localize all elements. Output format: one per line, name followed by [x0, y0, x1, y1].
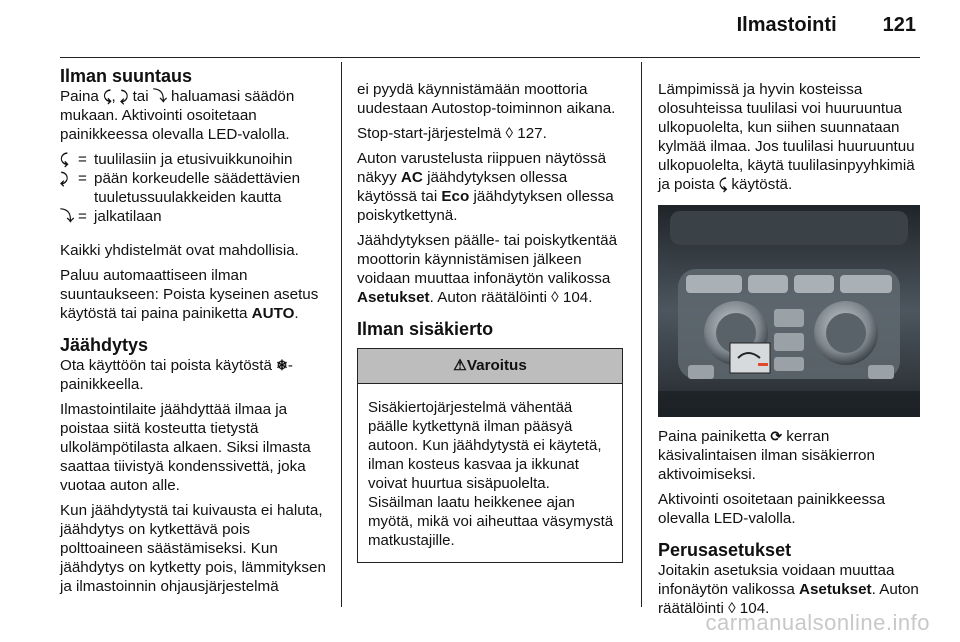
warning-text: Sisäkiertojärjestelmä vähentää päälle kytkettynä ilman pääsyä autoon. Kun jäähdytystä ei käytetä, ilman kosteus kasvaa ja ikkunat voivat huurtua sisäpuolelta. Sisäilman laatu heikkenee ajan myötä, mikä voi aiheuttaa väsymystä matkustajille. [368, 399, 614, 549]
recirculation-icon: ⟳ [770, 428, 783, 444]
heading-basic-settings: Perusasetukset [658, 540, 792, 560]
paragraph: ei pyydä käynnistämään moottoria uudestaan Autostop-toiminnon aikana. [357, 81, 616, 117]
definition-list: ⤹ = tuulilasiin ja etusivuikkunoihin ⤸ = pään korkeudelle säädettävien tuuletussuulakkeiden kautta ⤵ = jalkatilaan [60, 151, 301, 225]
windscreen-air-icon: ⤹ [60, 151, 69, 167]
page-title: Ilmastointi [736, 14, 837, 36]
head-vent-icon: ⤸ [60, 170, 69, 186]
paragraph: Ota käyttöön tai poista käytöstä ❄-painikkeella. [60, 357, 293, 393]
page-number: 121 [882, 14, 916, 36]
column-divider [641, 62, 642, 607]
paragraph: Paluu automaattiseen ilman suuntaukseen: Poista kyseinen asetus käytöstä tai paina painiketta AUTO. [60, 267, 319, 322]
windscreen-air-icon: ⤹ [103, 88, 112, 104]
heading-cooling: Jäähdytys [60, 335, 149, 355]
warning-box [357, 348, 623, 563]
heading-recirculation: Ilman sisäkierto [357, 319, 494, 339]
header-rule [60, 57, 920, 58]
column-divider [341, 62, 342, 607]
paragraph: Kaikki yhdistelmät ovat mahdollisia. [60, 242, 299, 259]
head-vent-icon: ⤸ [119, 88, 129, 104]
climate-panel-photo [658, 205, 920, 417]
paragraph: Kun jäähdytystä tai kuivausta ei haluta, jäähdytys on kytkettävä pois polttoaineen säästämiseksi. Kun jäähdytys on kytketty pois, lämmityksen ja ilmastoinnin ohjausjärjestelmä [60, 502, 326, 595]
column-3 [658, 80, 928, 624]
paragraph: Aktivointi osoitetaan painikkeessa olevalla LED-valolla. [658, 491, 886, 527]
column-1 [60, 66, 332, 602]
footwell-icon: ⤵ [152, 88, 167, 104]
paragraph: Jäähdytyksen päälle- tai poiskytkentää moottorin käynnistämisen jälkeen voidaan muuttaa infonäytön valikossa Asetukset. Auton räätälöinti ◊ 104. [357, 232, 618, 306]
paragraph: Paina painiketta ⟳ kerran käsivalintaisen ilman sisäkierron aktivoimiseksi. [658, 428, 875, 483]
snowflake-icon: ❄ [276, 357, 288, 373]
paragraph: Ilmastointilaite jäähdyttää ilmaa ja poistaa siitä kosteutta tietystä ulkolämpötilasta alkaen. Siksi ilmasta saattaa tiivistyä kondenssivettä, joka vuotaa auton alle. [60, 401, 311, 494]
paragraph: Paina ⤹, ⤸ tai ⤵ haluamasi säädön mukaan. Aktivointi osoitetaan painikkeessa olevalla LED-valolla. [60, 88, 295, 143]
warning-title: ⚠Varoitus [358, 349, 622, 384]
paragraph: Stop-start-järjestelmä ◊ 127. [357, 125, 547, 142]
watermark: carmanualsonline.info [705, 610, 930, 635]
page-header [737, 14, 916, 37]
heading-air-direction: Ilman suuntaus [60, 66, 193, 86]
windscreen-air-icon: ⤹ [718, 176, 728, 192]
paragraph: Auton varustelusta riippuen näytössä näkyy AC jäähdytyksen ollessa käytössä tai Eco jäähdytyksen ollessa poiskytkettynä. [357, 150, 614, 224]
paragraph: Joitakin asetuksia voidaan muuttaa infonäytön valikossa Asetukset. Auton räätälöinti ◊ 104. [658, 562, 919, 617]
footwell-icon: ⤵ [60, 208, 74, 224]
column-2 [357, 80, 623, 563]
paragraph: Lämpimissä ja hyvin kosteissa olosuhteissa tuulilasi voi huuruuntua ulkopuolelta, kun siihen suunnataan kylmää ilmaa. Jos tuulilasi huuruuntuu ulkopuolelta, käytä tuulilasinpyyhkimiä ja poista ⤹ käytöstä. [658, 81, 915, 193]
